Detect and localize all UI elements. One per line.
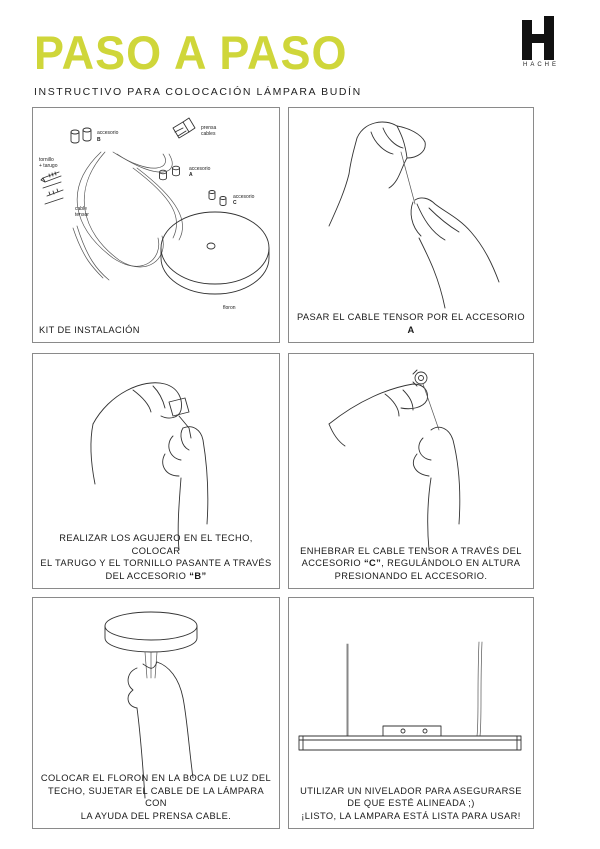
- label-accesorio-b-1: accesorio: [97, 130, 119, 136]
- hand-bottom-icon: [411, 198, 499, 308]
- step-caption-line2: TECHO, SUJETAR EL CABLE DE LA LÁMPARA CON: [47, 785, 265, 808]
- label-cable-2: tensor: [75, 212, 89, 218]
- suspension-cables: [347, 642, 482, 736]
- step-caption-text: PASAR EL CABLE TENSOR POR EL ACCESORIO: [296, 312, 526, 322]
- step-caption-bold: “C”: [363, 558, 382, 568]
- hand-top-icon: [91, 383, 182, 484]
- step-panel-4: [288, 353, 534, 589]
- step-caption-line3: DEL ACCESORIO: [105, 570, 187, 581]
- label-tornillo-1: tornillo: [39, 157, 54, 163]
- step-caption-line1: REALIZAR LOS AGUJERO EN EL TECHO, COLOCAR: [59, 533, 253, 556]
- step-caption-line3: LA AYUDA DEL PRENSA CABLE.: [80, 810, 232, 821]
- step-caption-bold: “B”: [189, 570, 207, 581]
- label-accesorio-c-1: accesorio: [233, 194, 255, 200]
- logo-mark-icon: [518, 16, 558, 60]
- accesorio-c-icon: [413, 370, 427, 386]
- label-prensa-1: prensa: [201, 125, 217, 131]
- step-caption: [293, 311, 529, 336]
- label-accesorio-a-1: accesorio: [189, 166, 211, 172]
- cable-line: [401, 152, 415, 204]
- step-caption-line1: COLOCAR EL FLORON EN LA BOCA DE LUZ DEL: [40, 773, 272, 783]
- step-caption-line1: UTILIZAR UN NIVELADOR PARA ASEGURARSE: [300, 785, 522, 796]
- step-panel-6: [288, 597, 534, 829]
- hands-threading-illustration: [289, 108, 533, 342]
- hand-bottom-icon: [413, 427, 459, 550]
- step-caption: [293, 545, 529, 583]
- step-caption-line2-wrap: [293, 557, 529, 570]
- label-accesorio-c-2: C: [233, 200, 237, 206]
- label-cable-1: cable: [75, 206, 87, 212]
- label-floron: floron: [223, 305, 236, 311]
- step-panel-2: [288, 107, 534, 343]
- step-panel-5: [32, 597, 280, 829]
- kit-illustration: [33, 108, 279, 342]
- step-caption-line3: PRESIONANDO EL ACCESORIO.: [334, 570, 488, 581]
- step-caption-line1: ENHEBRAR EL CABLE TENSOR A TRAVÉS DEL: [300, 545, 522, 556]
- logo-text: HACHE: [522, 62, 559, 68]
- step-caption-bold: A: [407, 324, 415, 335]
- level-tool-icon: [383, 726, 441, 736]
- step-caption-line2a: ACCESORIO: [301, 558, 361, 568]
- accesorio-a-icon: [160, 166, 180, 180]
- hand-top-icon: [329, 384, 427, 446]
- step-caption: [293, 785, 529, 823]
- step-caption-line2: DE QUE ESTÉ ALINEADA ;): [347, 798, 475, 808]
- prensa-cables-icon: [173, 118, 195, 138]
- cable-tensor-icon: [73, 152, 183, 280]
- step-caption-line2b: , REGULÁNDOLO EN ALTURA: [381, 558, 521, 568]
- step-caption-line3: ¡LISTO, LA LAMPARA ESTÁ LISTA PARA USAR!: [301, 810, 521, 821]
- label-accesorio-a-2: A: [189, 172, 193, 178]
- floron-icon: [161, 212, 269, 294]
- step-caption: [37, 772, 275, 822]
- label-tornillo-2: + tarugo: [39, 163, 58, 169]
- accesorio-b-icon: [71, 128, 91, 143]
- label-accesorio-b-2: B: [97, 137, 101, 143]
- brand-logo: [518, 16, 562, 68]
- step-caption: [37, 532, 275, 582]
- tornillo-tarugo-icon: [41, 172, 63, 204]
- accesorio-c-icon: [209, 191, 226, 206]
- step-caption: [39, 324, 275, 337]
- step-panel-3: [32, 353, 280, 589]
- floron-icon: [105, 612, 197, 652]
- step-caption-line3-wrap: [37, 570, 275, 583]
- label-prensa-2: cables: [201, 131, 216, 137]
- page-title: PASO A PASO: [34, 25, 348, 80]
- lamp-body-icon: [299, 736, 521, 750]
- step-caption-line2: EL TARUGO Y EL TORNILLO PASANTE A TRAVÉS: [40, 558, 272, 568]
- cable-line: [423, 384, 439, 430]
- step-panel-kit: [32, 107, 280, 343]
- step-caption-text: KIT DE INSTALACIÓN: [39, 324, 140, 335]
- page-subtitle: INSTRUCTIVO PARA COLOCACIÓN LÁMPARA BUDÍN: [34, 86, 362, 98]
